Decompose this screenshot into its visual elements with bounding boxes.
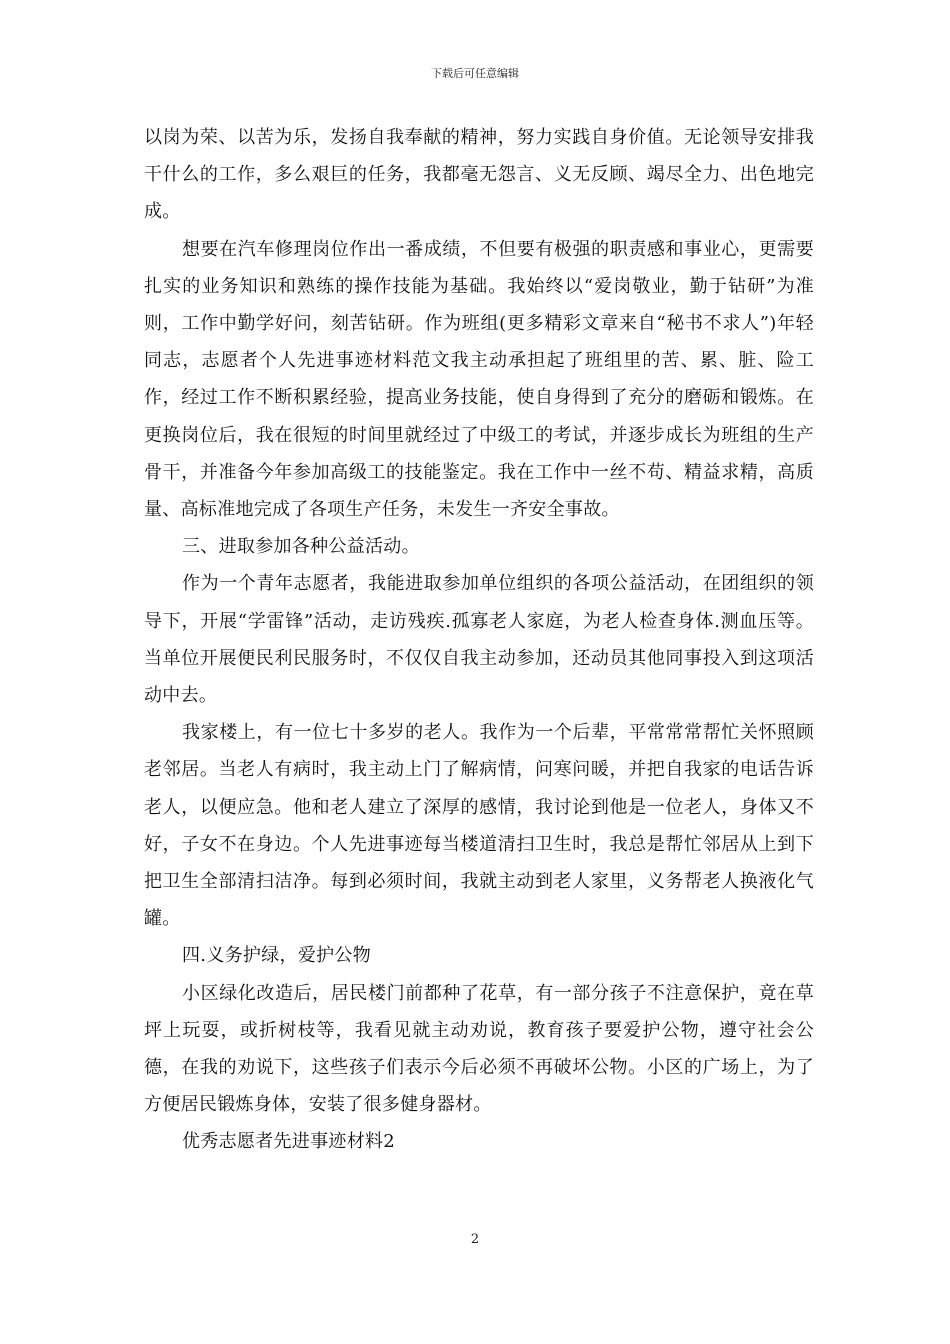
paragraph-green-protection: 小区绿化改造后，居民楼门前都种了花草，有一部分孩子不注意保护，竟在草坪上玩耍，或折树枝等，我看见就主动劝说，教育孩子要爱护公物，遵守社会公德，在我的劝说下，这些孩子们表示今后必须不再破坏公物。小区的广场上，为了方便居民锻炼身体，安装了很多健身器材。 bbox=[144, 982, 814, 1116]
section-heading-3: 三、进取参加各种公益活动。 bbox=[182, 536, 420, 558]
paragraph-volunteer-activities: 作为一个青年志愿者，我能进取参加单位组织的各项公益活动，在团组织的领导下，开展“学雷锋”活动，走访残疾.孤寡老人家庭，为老人检查身体.测血压等。当单位开展便民利民服务时，不仅仅自我主动参加，还动员其他同事投入到这项活动中去。 bbox=[144, 573, 814, 707]
page-header: 下载后可任意编辑 bbox=[431, 67, 519, 80]
document-body bbox=[144, 119, 814, 1161]
paragraph-car-repair: 想要在汽车修理岗位作出一番成绩，不但要有极强的职责感和事业心，更需要扎实的业务知识和熟练的操作技能为基础。我始终以“爱岗敬业，勤于钻研”为准则，工作中勤学好问，刻苦钻研。作为班组(更多精彩文章来自“秘书不求人”)年轻同志，志愿者个人先进事迹材料范文我主动承担起了班组里的苦、累、脏、险工作，经过工作不断积累经验，提高业务技能，使自身得到了充分的磨砺和锻炼。在更换岗位后，我在很短的时间里就经过了中级工的考试，并逐步成长为班组的生产骨干，并准备今年参加高级工的技能鉴定。我在工作中一丝不苟、精益求精，高质量、高标准地完成了各项生产任务，未发生一齐安全事故。 bbox=[144, 238, 814, 521]
next-document-title: 优秀志愿者先进事迹材料2 bbox=[182, 1131, 396, 1153]
paragraph-continuation: 以岗为荣、以苦为乐，发扬自我奉献的精神，努力实践自身价值。无论领导安排我干什么的工作，多么艰巨的任务，我都毫无怨言、义无反顾、竭尽全力、出色地完成。 bbox=[144, 127, 814, 223]
paragraph-elderly-neighbor: 我家楼上，有一位七十多岁的老人。我作为一个后辈，平常常常帮忙关怀照顾老邻居。当老人有病时，我主动上门了解病情，问寒问暖，并把自我家的电话告诉老人，以便应急。他和老人建立了深厚的感情，我讨论到他是一位老人，身体又不好，子女不在身边。个人先进事迹每当楼道清扫卫生时，我总是帮忙邻居从上到下把卫生全部清扫洁净。每到必须时间，我就主动到老人家里，义务帮老人换液化气罐。 bbox=[144, 722, 814, 930]
section-heading-4: 四.义务护绿，爱护公物 bbox=[182, 945, 372, 967]
page-number: 2 bbox=[470, 1232, 480, 1247]
